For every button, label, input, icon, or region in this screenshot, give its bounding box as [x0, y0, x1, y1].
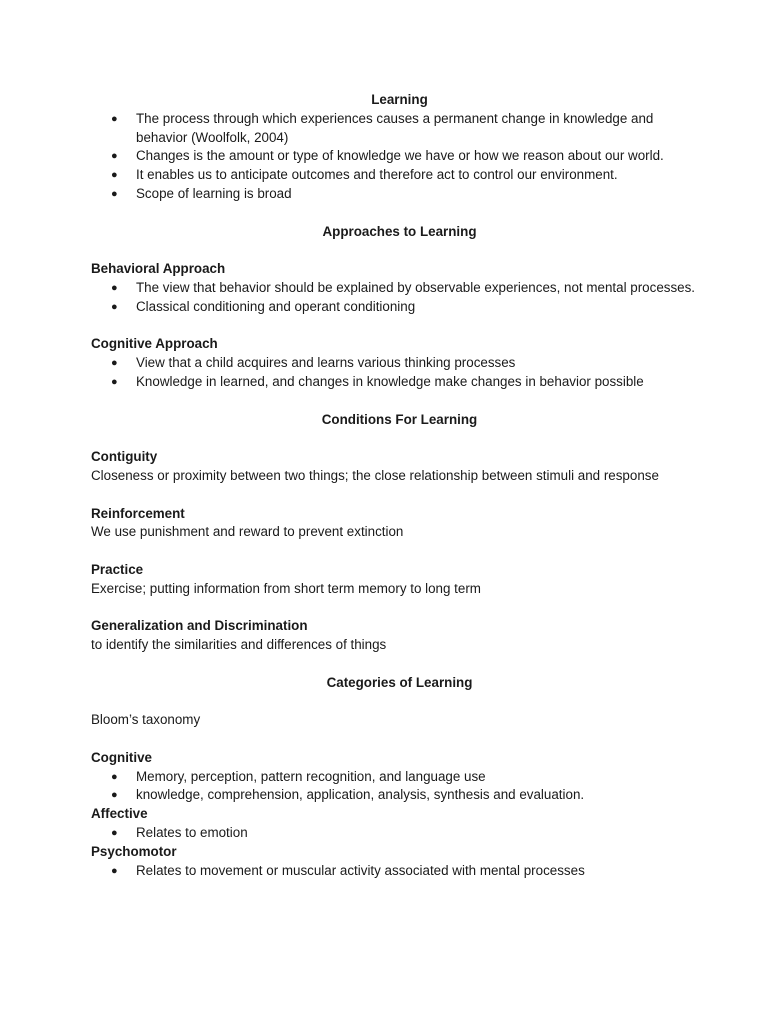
section-title-approaches: Approaches to Learning [322, 223, 477, 239]
contiguity-heading: Contiguity [91, 449, 158, 465]
cognitive-category-bullet-list [91, 768, 708, 806]
list-item [91, 373, 708, 392]
bullet-icon: ● [111, 827, 118, 840]
section-title-learning: Learning [371, 92, 428, 107]
list-item [91, 147, 708, 166]
bullet-icon: ● [111, 281, 118, 294]
blooms-taxonomy-text: Bloom’s taxonomy [91, 712, 201, 728]
list-item-text: Changes is the amount or type of knowledge we have or how we reason about our world. [136, 148, 664, 164]
list-item-text: Memory, perception, pattern recognition, and language use [136, 768, 486, 784]
section-title-categories: Categories of Learning [326, 674, 473, 690]
behavioral-approach-heading: Behavioral Approach [91, 261, 226, 277]
list-item [91, 824, 708, 843]
bullet-icon: ● [111, 169, 118, 182]
list-item-text: Knowledge in learned, and changes in knowledge make changes in behavior possible [136, 373, 644, 389]
generalization-text: to identify the similarities and differences of things [91, 637, 387, 653]
list-item-text: Relates to movement or muscular activity associated with mental processes [136, 862, 585, 878]
reinforcement-heading: Reinforcement [91, 505, 185, 521]
cognitive-approach-bullet-list [91, 354, 708, 392]
list-item-text: The process through which experiences causes a permanent change in knowledge and behavior (Woolfolk, 2004) [136, 110, 654, 145]
list-item [91, 185, 708, 204]
practice-text: Exercise; putting information from short term memory to long term [91, 580, 481, 596]
psychomotor-category-bullet-list [91, 862, 708, 881]
learning-bullet-list [91, 110, 708, 204]
bullet-icon: ● [111, 864, 118, 877]
psychomotor-category-heading: Psychomotor [91, 843, 177, 859]
list-item-text: It enables us to anticipate outcomes and therefore act to control our environment. [136, 167, 618, 183]
list-item [91, 279, 708, 298]
list-item [91, 786, 708, 805]
list-item-text: The view that behavior should be explained by observable experiences, not mental processes. [136, 279, 696, 295]
bullet-icon: ● [111, 789, 118, 802]
list-item [91, 298, 708, 317]
list-item-text: knowledge, comprehension, application, analysis, synthesis and evaluation. [136, 787, 585, 803]
bullet-icon: ● [111, 187, 118, 200]
list-item [91, 354, 708, 373]
list-item-text: Scope of learning is broad [136, 185, 292, 201]
practice-heading: Practice [91, 561, 144, 577]
bullet-icon: ● [111, 357, 118, 370]
affective-category-bullet-list [91, 824, 708, 843]
contiguity-text: Closeness or proximity between two things; the close relationship between stimuli and response [91, 467, 659, 483]
reinforcement-text: We use punishment and reward to prevent extinction [91, 524, 404, 540]
behavioral-bullet-list [91, 279, 708, 317]
list-item-text: Relates to emotion [136, 825, 248, 841]
section-title-conditions: Conditions For Learning [321, 411, 478, 427]
list-item-text: Classical conditioning and operant conditioning [136, 298, 416, 314]
cognitive-approach-heading: Cognitive Approach [91, 336, 218, 352]
list-item [91, 768, 708, 787]
cognitive-category-heading: Cognitive [91, 749, 153, 765]
affective-category-heading: Affective [91, 806, 148, 822]
generalization-heading: Generalization and Discrimination [91, 618, 308, 634]
bullet-icon: ● [111, 112, 118, 125]
list-item [91, 862, 708, 881]
bullet-icon: ● [111, 150, 118, 163]
list-item-text: View that a child acquires and learns various thinking processes [136, 355, 516, 371]
bullet-icon: ● [111, 770, 118, 783]
bullet-icon: ● [111, 300, 118, 313]
list-item [91, 110, 708, 148]
bullet-icon: ● [111, 375, 118, 388]
list-item [91, 166, 708, 185]
